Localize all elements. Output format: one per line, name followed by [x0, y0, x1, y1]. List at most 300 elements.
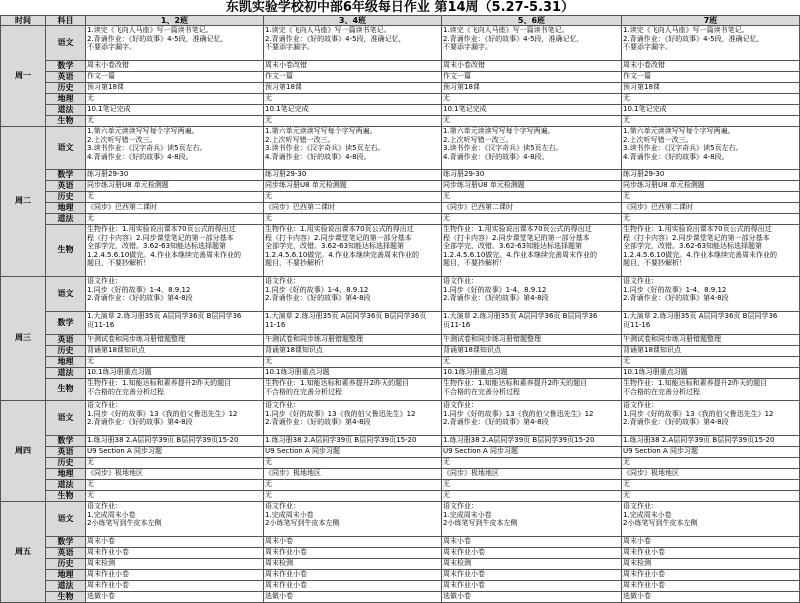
homework-line: 不要添字漏字。	[87, 43, 136, 52]
subject-label: 生物	[46, 491, 86, 502]
homework-cell	[442, 127, 622, 170]
homework-line: 10.1练习册重点习题	[623, 368, 688, 376]
table-row	[1, 26, 800, 61]
homework-line: 背诵第18课知识点	[623, 346, 681, 354]
homework-line: 生物作业：1.知能达标和素养提升2昨天的题目	[87, 379, 232, 387]
homework-cell	[86, 277, 264, 312]
homework-line: 无	[87, 480, 94, 488]
subject-label: 地理	[46, 94, 86, 105]
homework-line: 同步练习册U8 单元检测题	[443, 181, 525, 189]
homework-line: U9 Section A 同步习题	[443, 447, 519, 455]
homework-line: 1.2.4.5.6.10做完。4.作业本继续完善周末作业的	[265, 250, 419, 259]
table-row	[1, 312, 800, 335]
homework-line: 练习册29-30	[87, 170, 129, 178]
homework-line: 无	[623, 192, 630, 200]
homework-line: 1.第六单元读读写写每个字写两遍。	[443, 127, 555, 135]
homework-cell	[442, 335, 622, 346]
homework-line: 10.1笔记完成	[265, 105, 309, 113]
subject-label: 道法	[46, 480, 86, 491]
homework-line: 周末小卷	[265, 537, 293, 545]
homework-line: 不要添字漏字。	[443, 43, 492, 52]
homework-line: 全部学完，改错。3.62-63知能达标选择题第	[87, 242, 227, 251]
homework-line: 同步练习册U8 单元检测题	[623, 181, 705, 189]
homework-line: 1.同步《好的故事》13《我的伯父鲁迅先生》12	[265, 409, 416, 418]
homework-cell	[622, 214, 800, 225]
homework-cell	[86, 225, 264, 277]
homework-line: 无	[265, 458, 272, 466]
homework-line: 午测试卷和同步练习册错题整理	[443, 335, 541, 343]
homework-cell	[442, 105, 622, 116]
homework-line: 周末小卷改错	[265, 61, 307, 69]
homework-cell	[442, 401, 622, 436]
homework-line: 无	[265, 214, 272, 222]
header-subject: 科目	[46, 16, 86, 26]
homework-line: 页11-16	[443, 320, 471, 329]
table-row	[1, 559, 800, 570]
homework-cell	[86, 192, 264, 203]
homework-cell	[86, 116, 264, 127]
homework-cell	[622, 277, 800, 312]
header-class-3-4: 3、4班	[264, 16, 442, 26]
homework-cell	[442, 469, 622, 480]
homework-cell	[86, 491, 264, 502]
homework-line: 无	[443, 214, 450, 222]
table-row	[1, 83, 800, 94]
homework-line: 生物作业：1.知能达标和素养提升2昨天的题目	[443, 379, 588, 387]
homework-cell	[264, 61, 442, 72]
homework-line: 1.第六单元读读写写每个字写两遍。	[87, 127, 199, 135]
subject-label: 历史	[46, 192, 86, 203]
homework-cell	[442, 581, 622, 592]
homework-line: 选做小卷	[87, 592, 115, 600]
homework-line: 周末作业小卷	[87, 548, 129, 556]
homework-line: 全部学完，改错。3.62-63知能达标选择题第	[443, 242, 583, 251]
homework-line: 1.2.4.5.6.10做完。4.作业本继续完善周末作业的	[87, 250, 241, 259]
subject-label: 英语	[46, 548, 86, 559]
homework-line: 1.练习册38 2.A层同学39页 B层同学39页15-20	[443, 436, 595, 444]
homework-line: 1.大演草 2.练习册35页 A层同学36页 B层同学36页	[265, 312, 427, 320]
homework-cell	[86, 94, 264, 105]
homework-line: 午测试卷和同步练习册错题整理	[265, 335, 363, 343]
homework-line: 语文作业：	[265, 277, 300, 285]
homework-table	[0, 15, 800, 603]
table-row	[1, 357, 800, 368]
homework-line: 练习册29-30	[265, 170, 307, 178]
homework-line: 2.背诵作业：《好的故事》第4-8段	[87, 294, 193, 303]
homework-line: 周末小卷改错	[87, 61, 129, 69]
homework-line: 《同步》极地地区	[623, 469, 679, 477]
homework-cell	[622, 72, 800, 83]
homework-line: 11-16	[265, 320, 286, 329]
homework-cell	[86, 181, 264, 192]
homework-line: 《同步》巴西第二课时	[623, 203, 693, 211]
homework-cell	[442, 346, 622, 357]
homework-line: 周末作业小卷	[265, 570, 307, 578]
homework-cell	[264, 335, 442, 346]
homework-cell	[86, 559, 264, 570]
homework-line: 同步练习册U8 单元检测题	[265, 181, 347, 189]
homework-line: 周末小卷	[87, 537, 115, 545]
homework-cell	[264, 26, 442, 61]
homework-line: 无	[87, 458, 94, 466]
homework-line: 1.读完《飞向人马座》写一篇读书笔记。	[87, 26, 213, 34]
homework-line: 2.背诵作业：《好的故事》第4-8段	[623, 418, 729, 427]
homework-cell	[442, 447, 622, 458]
day-label: 周二	[1, 127, 46, 277]
homework-line: 2.背诵作业：《好的故事》第4-8段	[443, 418, 549, 427]
homework-cell	[622, 559, 800, 570]
header-class-7: 7班	[622, 16, 800, 26]
homework-line: 页11-16	[623, 320, 651, 329]
homework-line: 2小练笔写到牛皮本左侧	[443, 519, 518, 528]
homework-line: 周末作业小卷	[87, 581, 129, 589]
homework-cell	[264, 548, 442, 559]
homework-line: 《同步》巴西第二课时	[87, 203, 157, 211]
header-time: 时间	[1, 16, 46, 26]
subject-label: 英语	[46, 181, 86, 192]
homework-cell	[264, 559, 442, 570]
homework-line: 10.1练习册重点习题	[443, 368, 508, 376]
homework-cell	[442, 225, 622, 277]
homework-line: 2.背诵作业：《好的故事》第4-8段	[265, 418, 371, 427]
table-row	[1, 335, 800, 346]
subject-label: 英语	[46, 447, 86, 458]
homework-cell	[622, 581, 800, 592]
homework-cell	[264, 346, 442, 357]
homework-line: U9 Section A 同步习题	[623, 447, 699, 455]
homework-line: 语文作业：	[443, 277, 478, 285]
homework-line: 周末作业小卷	[623, 570, 665, 578]
subject-label: 历史	[46, 559, 86, 570]
homework-line: 2.背诵作业：《好的故事》4-5段，准确记忆，	[443, 34, 584, 43]
subject-label: 语文	[46, 401, 86, 436]
table-row	[1, 491, 800, 502]
homework-line: 预习第18课	[623, 83, 660, 91]
homework-line: 周末作业小卷	[265, 581, 307, 589]
homework-line: 2.背诵作业：《好的故事》第4-8段	[265, 294, 371, 303]
homework-cell	[264, 312, 442, 335]
homework-cell	[622, 105, 800, 116]
homework-cell	[86, 105, 264, 116]
homework-cell	[622, 312, 800, 335]
homework-cell	[442, 491, 622, 502]
homework-line: 无	[265, 94, 272, 102]
homework-line: 语文作业：	[623, 277, 658, 285]
table-row	[1, 127, 800, 170]
day-label: 周四	[1, 401, 46, 502]
subject-label: 历史	[46, 458, 86, 469]
homework-cell	[264, 581, 442, 592]
homework-cell	[86, 469, 264, 480]
homework-line: 练习册29-30	[623, 170, 665, 178]
homework-cell	[442, 26, 622, 61]
homework-line: 10.1练习册重点习题	[87, 368, 152, 376]
homework-cell	[86, 346, 264, 357]
homework-line: 1.大演草 2.练习册35页 A层同学36页 B层同学36	[87, 312, 242, 320]
subject-label: 语文	[46, 502, 86, 537]
homework-cell	[622, 335, 800, 346]
homework-line: 1.2.4.5.6.10做完。4.作业本继续完善周末作业的	[623, 250, 777, 259]
subject-label: 语文	[46, 127, 86, 170]
homework-cell	[622, 357, 800, 368]
homework-line: 1.同步《好的故事》1-4、8.9.12	[265, 285, 369, 294]
homework-cell	[622, 192, 800, 203]
homework-line: 2.背诵作业：《好的故事》第4-8段	[623, 294, 729, 303]
homework-line: 4.背诵作业：《好的故事》4-8段。	[443, 152, 549, 161]
homework-cell	[442, 203, 622, 214]
homework-cell	[622, 458, 800, 469]
subject-label: 数学	[46, 312, 86, 335]
homework-cell	[264, 127, 442, 170]
homework-line: 无	[623, 491, 630, 499]
homework-line: 《同步》极地地区	[265, 469, 321, 477]
homework-cell	[622, 61, 800, 72]
homework-line: 3.读书作业：《汉字奇兵》读5页左右。	[265, 144, 385, 153]
homework-cell	[86, 26, 264, 61]
homework-line: 背诵第18课知识点	[443, 346, 501, 354]
homework-line: 4.背诵作业：《好的故事》4-8段。	[87, 152, 193, 161]
subject-label: 道法	[46, 214, 86, 225]
subject-label: 数学	[46, 61, 86, 72]
homework-cell	[264, 537, 442, 548]
subject-label: 历史	[46, 83, 86, 94]
homework-cell	[86, 72, 264, 83]
subject-label: 生物	[46, 379, 86, 401]
header-class-5-6: 5、6班	[442, 16, 622, 26]
homework-line: 周末小卷改错	[623, 61, 665, 69]
subject-label: 数学	[46, 436, 86, 447]
homework-cell	[442, 368, 622, 379]
homework-line: 1.完成周末小卷	[443, 510, 492, 519]
homework-cell	[264, 203, 442, 214]
homework-line: 3.读书作业：《汉字奇兵》读5页左右。	[623, 144, 743, 153]
header-class-1-2: 1、2班	[86, 16, 264, 26]
homework-line: 不要添字漏字。	[265, 43, 314, 52]
homework-line: 无	[443, 491, 450, 499]
homework-line: 10.1笔记完成	[443, 105, 487, 113]
table-row	[1, 480, 800, 491]
homework-line: 选做小卷	[623, 592, 651, 600]
homework-line: U9 Section A 同步习题	[87, 447, 163, 455]
homework-line: 周末小卷	[443, 537, 471, 545]
homework-line: 周末作业小卷	[443, 570, 485, 578]
subject-label: 数学	[46, 170, 86, 181]
homework-cell	[442, 116, 622, 127]
homework-line: 3.读书作业：《汉字奇兵》读5页左右。	[443, 144, 563, 153]
homework-line: 练习册29-30	[443, 170, 485, 178]
homework-line: 2.上次听写错一改三。	[443, 135, 513, 144]
homework-line: 页11-16	[87, 320, 115, 329]
homework-line: 2小练笔写到牛皮本左侧	[87, 519, 162, 528]
homework-cell	[86, 127, 264, 170]
homework-line: 全部学完，改错。3.62-63知能达标选择题第	[265, 242, 405, 251]
homework-line: 2.上次听写错一改三。	[87, 135, 157, 144]
homework-line: 语文作业：	[443, 401, 478, 409]
homework-line: 1.第六单元读读写写每个字写两遍。	[623, 127, 735, 135]
homework-line: 午测试卷和同步练习册错题整理	[87, 335, 185, 343]
table-row	[1, 203, 800, 214]
homework-line: 1.同步《好的故事》13《我的伯父鲁迅先生》12	[623, 409, 774, 418]
homework-cell	[86, 537, 264, 548]
homework-line: 无	[443, 357, 450, 365]
homework-cell	[86, 170, 264, 181]
homework-line: 1.完成周末小卷	[265, 510, 314, 519]
homework-cell	[622, 225, 800, 277]
homework-cell	[442, 458, 622, 469]
homework-cell	[622, 548, 800, 559]
homework-cell	[442, 192, 622, 203]
table-row	[1, 401, 800, 436]
homework-line: 生物作业：1.知能达标和素养提升2昨天的题目	[265, 379, 410, 387]
homework-line: 无	[265, 116, 272, 124]
homework-line: 4.背诵作业：《好的故事》4-8段。	[623, 152, 729, 161]
homework-cell	[86, 502, 264, 537]
table-row	[1, 447, 800, 458]
homework-line: U9 Section A 同步习题	[265, 447, 341, 455]
homework-line: 语文作业：	[87, 502, 122, 510]
homework-line: 程（打卡内容）2.同步课堂笔记的第一部分基本	[623, 233, 770, 242]
homework-line: 生物作业：1.用实验说出课本70页公式的得出过	[443, 225, 592, 233]
homework-cell	[622, 570, 800, 581]
homework-cell	[264, 192, 442, 203]
homework-line: 无	[623, 357, 630, 365]
homework-line: 无	[623, 214, 630, 222]
homework-cell	[622, 83, 800, 94]
table-row	[1, 570, 800, 581]
homework-line: 周末作业小卷	[265, 548, 307, 556]
homework-cell	[622, 346, 800, 357]
homework-cell	[264, 214, 442, 225]
homework-line: 预习第18课	[443, 83, 480, 91]
homework-line: 无	[265, 480, 272, 488]
table-row	[1, 225, 800, 277]
homework-line: 无	[265, 192, 272, 200]
homework-line: 生物作业：1.知能达标和素养提升2昨天的题目	[623, 379, 768, 387]
homework-line: 1.同步《好的故事》1-4、8.9.12	[443, 285, 547, 294]
homework-line: 无	[443, 458, 450, 466]
homework-line: 1.练习册38 2.A层同学39页 B层同学39页15-20	[265, 436, 417, 444]
table-row	[1, 436, 800, 447]
homework-line: 2.背诵作业：《好的故事》4-5段，准确记忆，	[87, 34, 228, 43]
subject-label: 地理	[46, 570, 86, 581]
homework-cell	[86, 379, 264, 401]
homework-line: 周末检测	[623, 559, 651, 567]
homework-line: 2.上次听写错一改三。	[265, 135, 335, 144]
homework-line: 题目，不要抄解析！	[623, 259, 686, 268]
homework-cell	[622, 368, 800, 379]
homework-line: 语文作业：	[623, 401, 658, 409]
homework-cell	[86, 570, 264, 581]
homework-cell	[442, 181, 622, 192]
homework-line: 不合格的在完善分析过程	[443, 387, 520, 396]
homework-cell	[442, 94, 622, 105]
day-label: 周三	[1, 277, 46, 401]
homework-line: 1.完成周末小卷	[623, 510, 672, 519]
homework-line: 1.大演草 2.练习册35页 A层同学36页 B层同学36	[623, 312, 778, 320]
homework-line: 语文作业：	[265, 502, 300, 510]
homework-line: 《同步》极地地区	[87, 469, 143, 477]
homework-line: 生物作业：1.用实验说出课本70页公式的得出过	[87, 225, 236, 233]
homework-cell	[264, 94, 442, 105]
homework-cell	[86, 581, 264, 592]
homework-line: 选做小卷	[265, 592, 293, 600]
homework-cell	[622, 491, 800, 502]
subject-label: 道法	[46, 105, 86, 116]
homework-line: 2.背诵作业：《好的故事》4-5段，准确记忆，	[623, 34, 764, 43]
homework-line: 无	[443, 116, 450, 124]
homework-cell	[622, 436, 800, 447]
table-row	[1, 61, 800, 72]
table-row	[1, 346, 800, 357]
homework-line: 2小练笔写到牛皮本左侧	[265, 519, 340, 528]
homework-cell	[442, 312, 622, 335]
homework-line: 题目，不要抄解析！	[265, 259, 328, 268]
subject-label: 英语	[46, 335, 86, 346]
homework-cell	[622, 26, 800, 61]
homework-line: 周末作业小卷	[443, 548, 485, 556]
homework-line: 2.背诵作业：《好的故事》4-5段，准确记忆，	[265, 34, 406, 43]
homework-line: 无	[623, 94, 630, 102]
homework-cell	[86, 357, 264, 368]
homework-line: 题目，不要抄解析！	[443, 259, 506, 268]
table-row	[1, 116, 800, 127]
homework-cell	[622, 502, 800, 537]
homework-cell	[86, 436, 264, 447]
table-row	[1, 458, 800, 469]
homework-cell	[86, 312, 264, 335]
day-label: 周五	[1, 502, 46, 603]
homework-cell	[86, 368, 264, 379]
homework-line: 周末检测	[87, 559, 115, 567]
homework-cell	[86, 548, 264, 559]
homework-line: 选做小卷	[443, 592, 471, 600]
homework-cell	[264, 72, 442, 83]
homework-cell	[264, 491, 442, 502]
subject-label: 地理	[46, 469, 86, 480]
homework-line: 语文作业：	[87, 277, 122, 285]
homework-line: 预习第18课	[265, 83, 302, 91]
homework-cell	[86, 480, 264, 491]
table-row	[1, 170, 800, 181]
homework-cell	[442, 83, 622, 94]
homework-cell	[442, 548, 622, 559]
table-row	[1, 581, 800, 592]
subject-label: 生物	[46, 592, 86, 603]
table-row	[1, 72, 800, 83]
homework-cell	[264, 277, 442, 312]
subject-label: 道法	[46, 581, 86, 592]
homework-line: 无	[443, 94, 450, 102]
homework-line: 2.背诵作业：《好的故事》第4-8段	[443, 294, 549, 303]
table-row	[1, 214, 800, 225]
homework-line: 无	[623, 458, 630, 466]
homework-cell	[622, 203, 800, 214]
homework-cell	[442, 170, 622, 181]
homework-line: 全部学完，改错。3.62-63知能达标选择题第	[623, 242, 763, 251]
homework-line: 周末作业小卷	[623, 581, 665, 589]
subject-label: 地理	[46, 357, 86, 368]
homework-line: 周末小卷	[623, 537, 651, 545]
homework-line: 1.2.4.5.6.10做完。4.作业本继续完善周末作业的	[443, 250, 597, 259]
table-row	[1, 105, 800, 116]
homework-cell	[622, 127, 800, 170]
homework-line: 作文一篇	[87, 72, 115, 80]
homework-line: 同步练习册U8 单元检测题	[87, 181, 169, 189]
homework-line: 语文作业：	[443, 502, 478, 510]
table-row	[1, 469, 800, 480]
homework-line: 无	[87, 214, 94, 222]
homework-line: 周末作业小卷	[623, 548, 665, 556]
